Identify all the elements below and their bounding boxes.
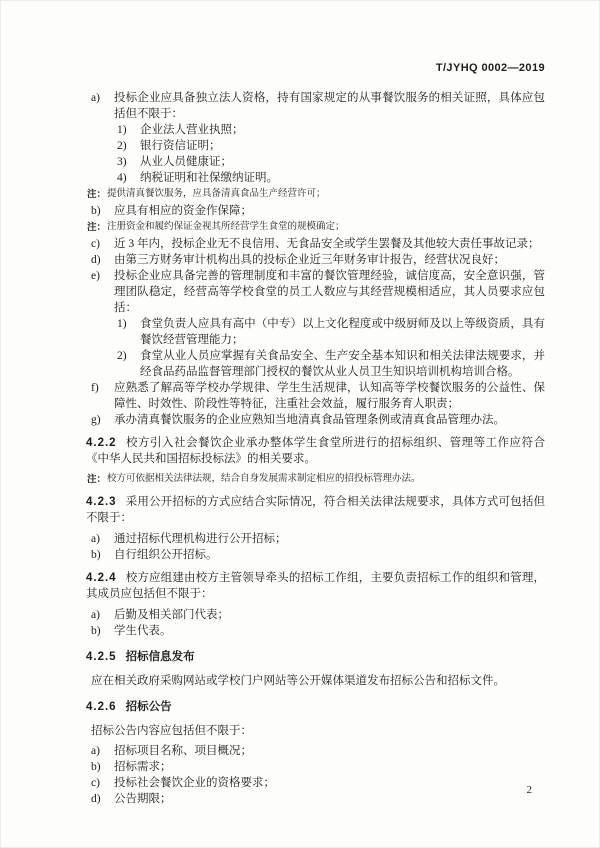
sub-item-label: 2) — [117, 350, 127, 362]
heading-number: 4.2.6 — [86, 701, 117, 713]
sub-item-3 — [86, 154, 545, 170]
list-item-label: c) — [91, 238, 100, 250]
list-item-label: a) — [91, 533, 100, 545]
list-item-text: 应具有相应的资金作保障； — [114, 205, 252, 217]
sub-item-text: 企业法人营业执照； — [140, 124, 244, 136]
list-item-label: a) — [91, 745, 100, 757]
list-item-label: b) — [91, 625, 101, 637]
heading-text: 招标公告 — [125, 701, 172, 713]
list-item-a — [86, 607, 545, 623]
clause-text: 采用公开招标的方式应结合实际情况，符合相关法律法规要求，具体方式可包括但不限于： — [86, 496, 545, 524]
sub-item-1 — [86, 316, 545, 348]
list-item-label: c) — [91, 777, 100, 789]
sub-item-1 — [86, 122, 545, 138]
list-item-text: 应熟悉了解高等学校办学规律、学生生活规律，认知高等学校餐饮服务的公益性、保障性、时效性、阶段性等特征，注重社会效益，履行服务育人职责； — [114, 382, 545, 410]
note-text: 校方可依据相关法律法规，结合自身发展需求制定相应的招投标管理办法。 — [107, 474, 421, 484]
list-item-c — [86, 775, 545, 791]
note — [86, 187, 545, 202]
paragraph: 招标公告内容应包括但不限于： — [91, 725, 252, 737]
note-label: 注： — [87, 222, 107, 233]
paragraph: 应在相关政府采购网站或学校门户网站等公开媒体渠道发布招标公告和招标文件。 — [91, 675, 505, 687]
clause-number: 4.2.2 — [86, 437, 117, 449]
heading-4-2-5 — [86, 649, 545, 665]
list-item-text: 招标项目名称、项目概况； — [114, 745, 252, 757]
clause-text: 校方引入社会餐饮企业承办整体学生食堂所进行的招标组织、管理等工作应符合《中华人民共和国招标投标法》的相关要求。 — [86, 437, 545, 465]
list-item-label: b) — [91, 549, 101, 561]
list-item-label: g) — [91, 414, 101, 426]
sub-item-text: 纳税证明和社保缴纳证明。 — [140, 172, 278, 184]
list-item-text: 承办清真餐饮服务的企业应熟知当地清真食品管理条例或清真食品管理办法。 — [114, 414, 505, 426]
list-item-text: 投标企业应具备独立法人资格，持有国家规定的从事餐饮服务的相关证照，具体应包括但不限于： — [114, 92, 545, 120]
list-item-label: d) — [91, 793, 101, 805]
list-item-f — [86, 380, 545, 412]
list-item-a — [86, 531, 545, 547]
list-item-b — [86, 623, 545, 639]
list-item-text: 后勤及相关部门代表； — [114, 609, 229, 621]
clause-4-2-2 — [86, 435, 545, 467]
list-item-text: 自行组织公开招标。 — [114, 549, 218, 561]
list-item-label: b) — [91, 205, 101, 217]
clause-number: 4.2.3 — [86, 496, 117, 508]
list-item-d — [86, 252, 545, 268]
sub-item-text: 食堂从业人员应掌握有关食品安全、生产安全基本知识和相关法律法规要求，并经食品药品监督管理部门授权的餐饮从业人员卫生知识培训机构培训合格。 — [140, 350, 545, 378]
list-item-label: a) — [91, 92, 100, 104]
heading-4-2-6 — [86, 699, 545, 715]
list-item-b — [86, 547, 545, 563]
list-item-a — [86, 90, 545, 122]
list-item-g — [86, 412, 545, 428]
sub-item-2 — [86, 348, 545, 380]
sub-item-label: 4) — [117, 172, 127, 184]
list-item-c — [86, 236, 545, 252]
note-label: 注： — [87, 474, 107, 485]
list-item-text: 通过招标代理机构进行公开招标； — [114, 533, 287, 545]
list-item-label: e) — [91, 270, 100, 282]
list-item-b — [86, 759, 545, 775]
list-item-text: 投标企业应具备完善的管理制度和丰富的餐饮管理经验，诚信度高，安全意识强，管理团队稳定，经营高等学校食堂的员工人数应与其经营规模相适应，其人员要求应包括： — [114, 270, 545, 314]
list-item-b — [86, 203, 545, 219]
standard-code-header: T/JYHQ 0002—2019 — [435, 62, 545, 74]
clause-number: 4.2.4 — [86, 572, 117, 584]
clause-4-2-3 — [86, 494, 545, 526]
sub-item-text: 从业人员健康证； — [140, 156, 232, 168]
heading-number: 4.2.5 — [86, 651, 117, 663]
sub-item-label: 2) — [117, 140, 127, 152]
note-label: 注： — [87, 189, 107, 200]
note-text: 注册资金和履约保证金视其所经营学生食堂的规模确定； — [107, 222, 345, 232]
list-item-text: 由第三方财务审计机构出具的投标企业近三年财务审计报告，经营状况良好； — [114, 254, 505, 266]
sub-item-2 — [86, 138, 545, 154]
note — [86, 220, 545, 235]
list-item-label: b) — [91, 761, 101, 773]
list-item-label: d) — [91, 254, 101, 266]
clause-4-2-4 — [86, 570, 545, 602]
sub-item-label: 3) — [117, 156, 127, 168]
list-item-label: f) — [91, 382, 99, 394]
clause-text: 校方应组建由校方主管领导牵头的招标工作组，主要负责招标工作的组织和管理，其成员应包括但不限于： — [86, 572, 545, 600]
sub-item-label: 1) — [117, 318, 127, 330]
sub-item-label: 1) — [117, 124, 127, 136]
note — [86, 472, 545, 487]
list-item-text: 招标需求； — [114, 761, 172, 773]
sub-item-text: 食堂负责人应具有高中（中专）以上文化程度或中级厨师及以上等级资质，具有餐饮经营管理能力； — [140, 318, 545, 346]
note-text: 提供清真餐饮服务，应具备清真食品生产经营许可； — [107, 189, 326, 199]
list-item-d — [86, 791, 545, 807]
list-item-text: 学生代表。 — [114, 625, 172, 637]
list-item-text: 投标社会餐饮企业的资格要求； — [114, 777, 275, 789]
heading-text: 招标信息发布 — [125, 651, 195, 663]
sub-item-text: 银行资信证明； — [140, 140, 221, 152]
list-item-e — [86, 268, 545, 316]
list-item-a — [86, 743, 545, 759]
list-item-text: 公告期限； — [114, 793, 172, 805]
sub-item-4 — [86, 170, 545, 186]
list-item-text: 近 3 年内，投标企业无不良信用、无食品安全或学生罢餐及其他较大责任事故记录； — [114, 238, 540, 250]
list-item-label: a) — [91, 609, 100, 621]
page-number: 2 — [526, 784, 532, 796]
